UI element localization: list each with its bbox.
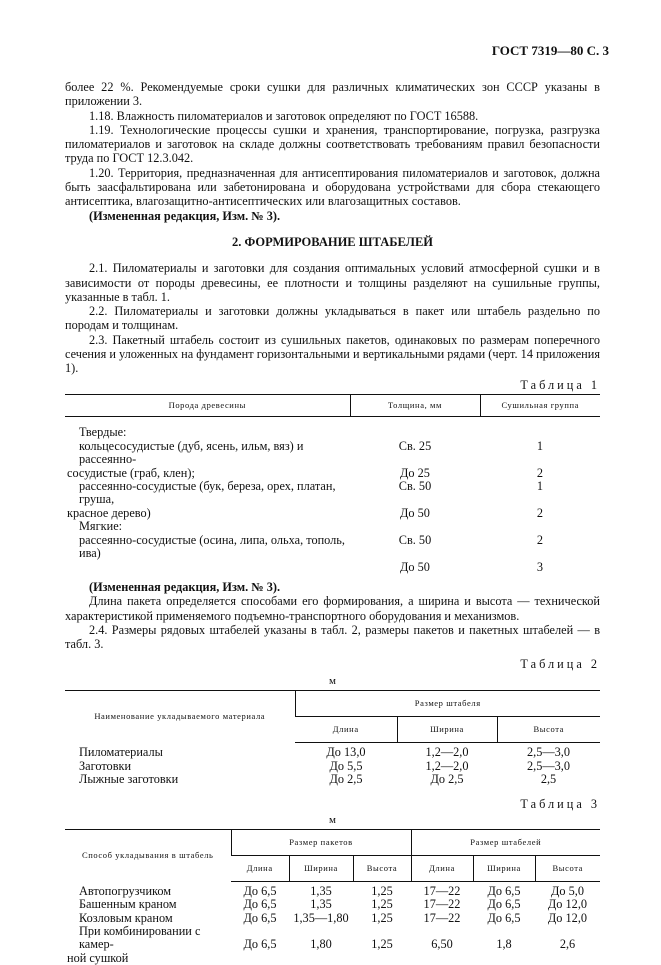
table-row: рассеянно-сосудистые (бук, береза, орех, платан, груша, Св. 50 1 (79, 479, 544, 507)
table-3-head-width: Ширина (289, 856, 353, 882)
table-row: рассеянно-сосудистые (осина, липа, ольха, тополь, ива) Св. 50 2 (79, 532, 544, 561)
paragraph: 2.1. Пиломатериалы и заготовки для создания оптимальных условий атмосферной сушки и в зависимости от породы древесины, ее плотности и толщины разделяют на сушильные группы, указанные в табл. 1. (65, 261, 600, 304)
page-header: ГОСТ 7319—80 С. 3 (491, 43, 609, 58)
table-row: Твердые: (79, 425, 127, 440)
table-row: Автопогрузчиком До 6,5 1,35 1,25 17—22 До 6,5 До 5,0 (79, 883, 584, 898)
table-2-head-stack-size: Размер штабеля (295, 690, 600, 716)
table-2-head-length: Длина (295, 716, 397, 742)
table-3-head-height: Высота (353, 856, 411, 882)
table-2-head-width: Ширина (397, 716, 497, 742)
table-3-head-method: Способ укладывания в штабель (65, 830, 231, 882)
table-2-unit: м (329, 674, 336, 687)
table-row: До 50 3 (400, 559, 544, 574)
table-1-head-thickness: Толщина, мм (350, 394, 480, 416)
table-row: Мягкие: (79, 519, 123, 534)
paragraph: 2.3. Пакетный штабель состоит из сушильных пакетов, одинаковых по размерам поперечного сечения и уложенных на фундамент горизонтальными и вертикальными рядами (черт. 14 приложения 1). (65, 332, 600, 376)
table-1-caption: Таблица 1 (520, 377, 600, 392)
table-row: Башенным краном До 6,5 1,35 1,25 17—22 До 6,5 До 12,0 (79, 897, 588, 912)
table-1-head-group: Сушильная группа (480, 394, 600, 416)
table-3-head-width: Ширина (473, 856, 535, 882)
table-row: сосудистые (граб, клен); До 25 2 (67, 465, 544, 480)
paragraph: Длина пакета определяется способами его формирования, а ширина и высота — технической характеристикой применяемого подъемно-транспортного оборудования и механизмов. (65, 594, 600, 623)
document-body (65, 80, 600, 965)
table-3-unit: м (329, 814, 336, 826)
table-2-head-height: Высота (497, 716, 600, 742)
table-3 (65, 829, 600, 965)
table-3-head-stack-size: Размер штабелей (411, 830, 600, 856)
table-row: красное дерево) До 50 2 (67, 505, 544, 520)
table-3-head-length: Длина (411, 856, 473, 882)
table-row: Козловым краном До 6,5 1,35—1,80 1,25 17—22 До 6,5 До 12,0 (79, 910, 588, 925)
paragraph: более 22 %. Рекомендуемые сроки сушки для различных климатических зон СССР указаны в приложении 3. (65, 80, 600, 109)
table-2-caption: Таблица 2 (520, 657, 600, 672)
table-3-head-package-size: Размер пакетов (231, 830, 411, 856)
table-2 (65, 690, 600, 787)
paragraph: 2.4. Размеры рядовых штабелей указаны в табл. 2, размеры пакетов и пакетных штабелей — в табл. 3. (65, 622, 600, 652)
section-heading: 2. ФОРМИРОВАНИЕ ШТАБЕЛЕЙ (231, 234, 434, 249)
table-3-head-height: Высота (535, 856, 600, 882)
table-row: Заготовки До 5,5 1,2—2,0 2,5—3,0 (79, 758, 571, 773)
amendment-note: (Измененная редакция, Изм. № 3). (89, 208, 281, 223)
table-3-head-length: Длина (231, 856, 289, 882)
table-row: кольцесосудистые (дуб, ясень, ильм, вяз) и рассеянно- Св. 25 1 (79, 438, 544, 467)
table-2-head-material: Наименование укладываемого материала (65, 690, 295, 742)
table-row: Лыжные заготовки До 2,5 До 2,5 2,5 (79, 772, 557, 787)
amendment-note: (Измененная редакция, Изм. № 3). (89, 579, 281, 594)
paragraph: 1.20. Территория, предназначенная для антисептирования пиломатериалов и заготовок, должна быть заасфальтирована или забетонирована и оборудована устройствами для сбора стекающего антисептика, влагозащитно-антисептических или влагозащитных составов. (65, 165, 600, 209)
table-row: При комбинировании с камер- ной сушкой До 6,5 1,80 1,25 6,50 1,8 2,6 (67, 924, 576, 965)
paragraph: 2.2. Пиломатериалы и заготовки должны укладываться в пакет или штабель раздельно по породам и толщинам. (65, 304, 600, 333)
paragraph: 1.19. Технологические процессы сушки и хранения, транспортирование, погрузка, разгрузка пиломатериалов и заготовок на складе должны соответствовать требованиям правил безопасности труда по ГОСТ 12.3.042. (65, 122, 600, 166)
table-1-head-species: Порода древесины (65, 394, 350, 416)
table-row: Пиломатериалы До 13,0 1,2—2,0 2,5—3,0 (79, 745, 571, 760)
table-1 (65, 394, 600, 574)
paragraph: 1.18. Влажность пиломатериалов и заготовок определяют по ГОСТ 16588. (89, 108, 479, 123)
table-3-caption: Таблица 3 (520, 796, 600, 811)
